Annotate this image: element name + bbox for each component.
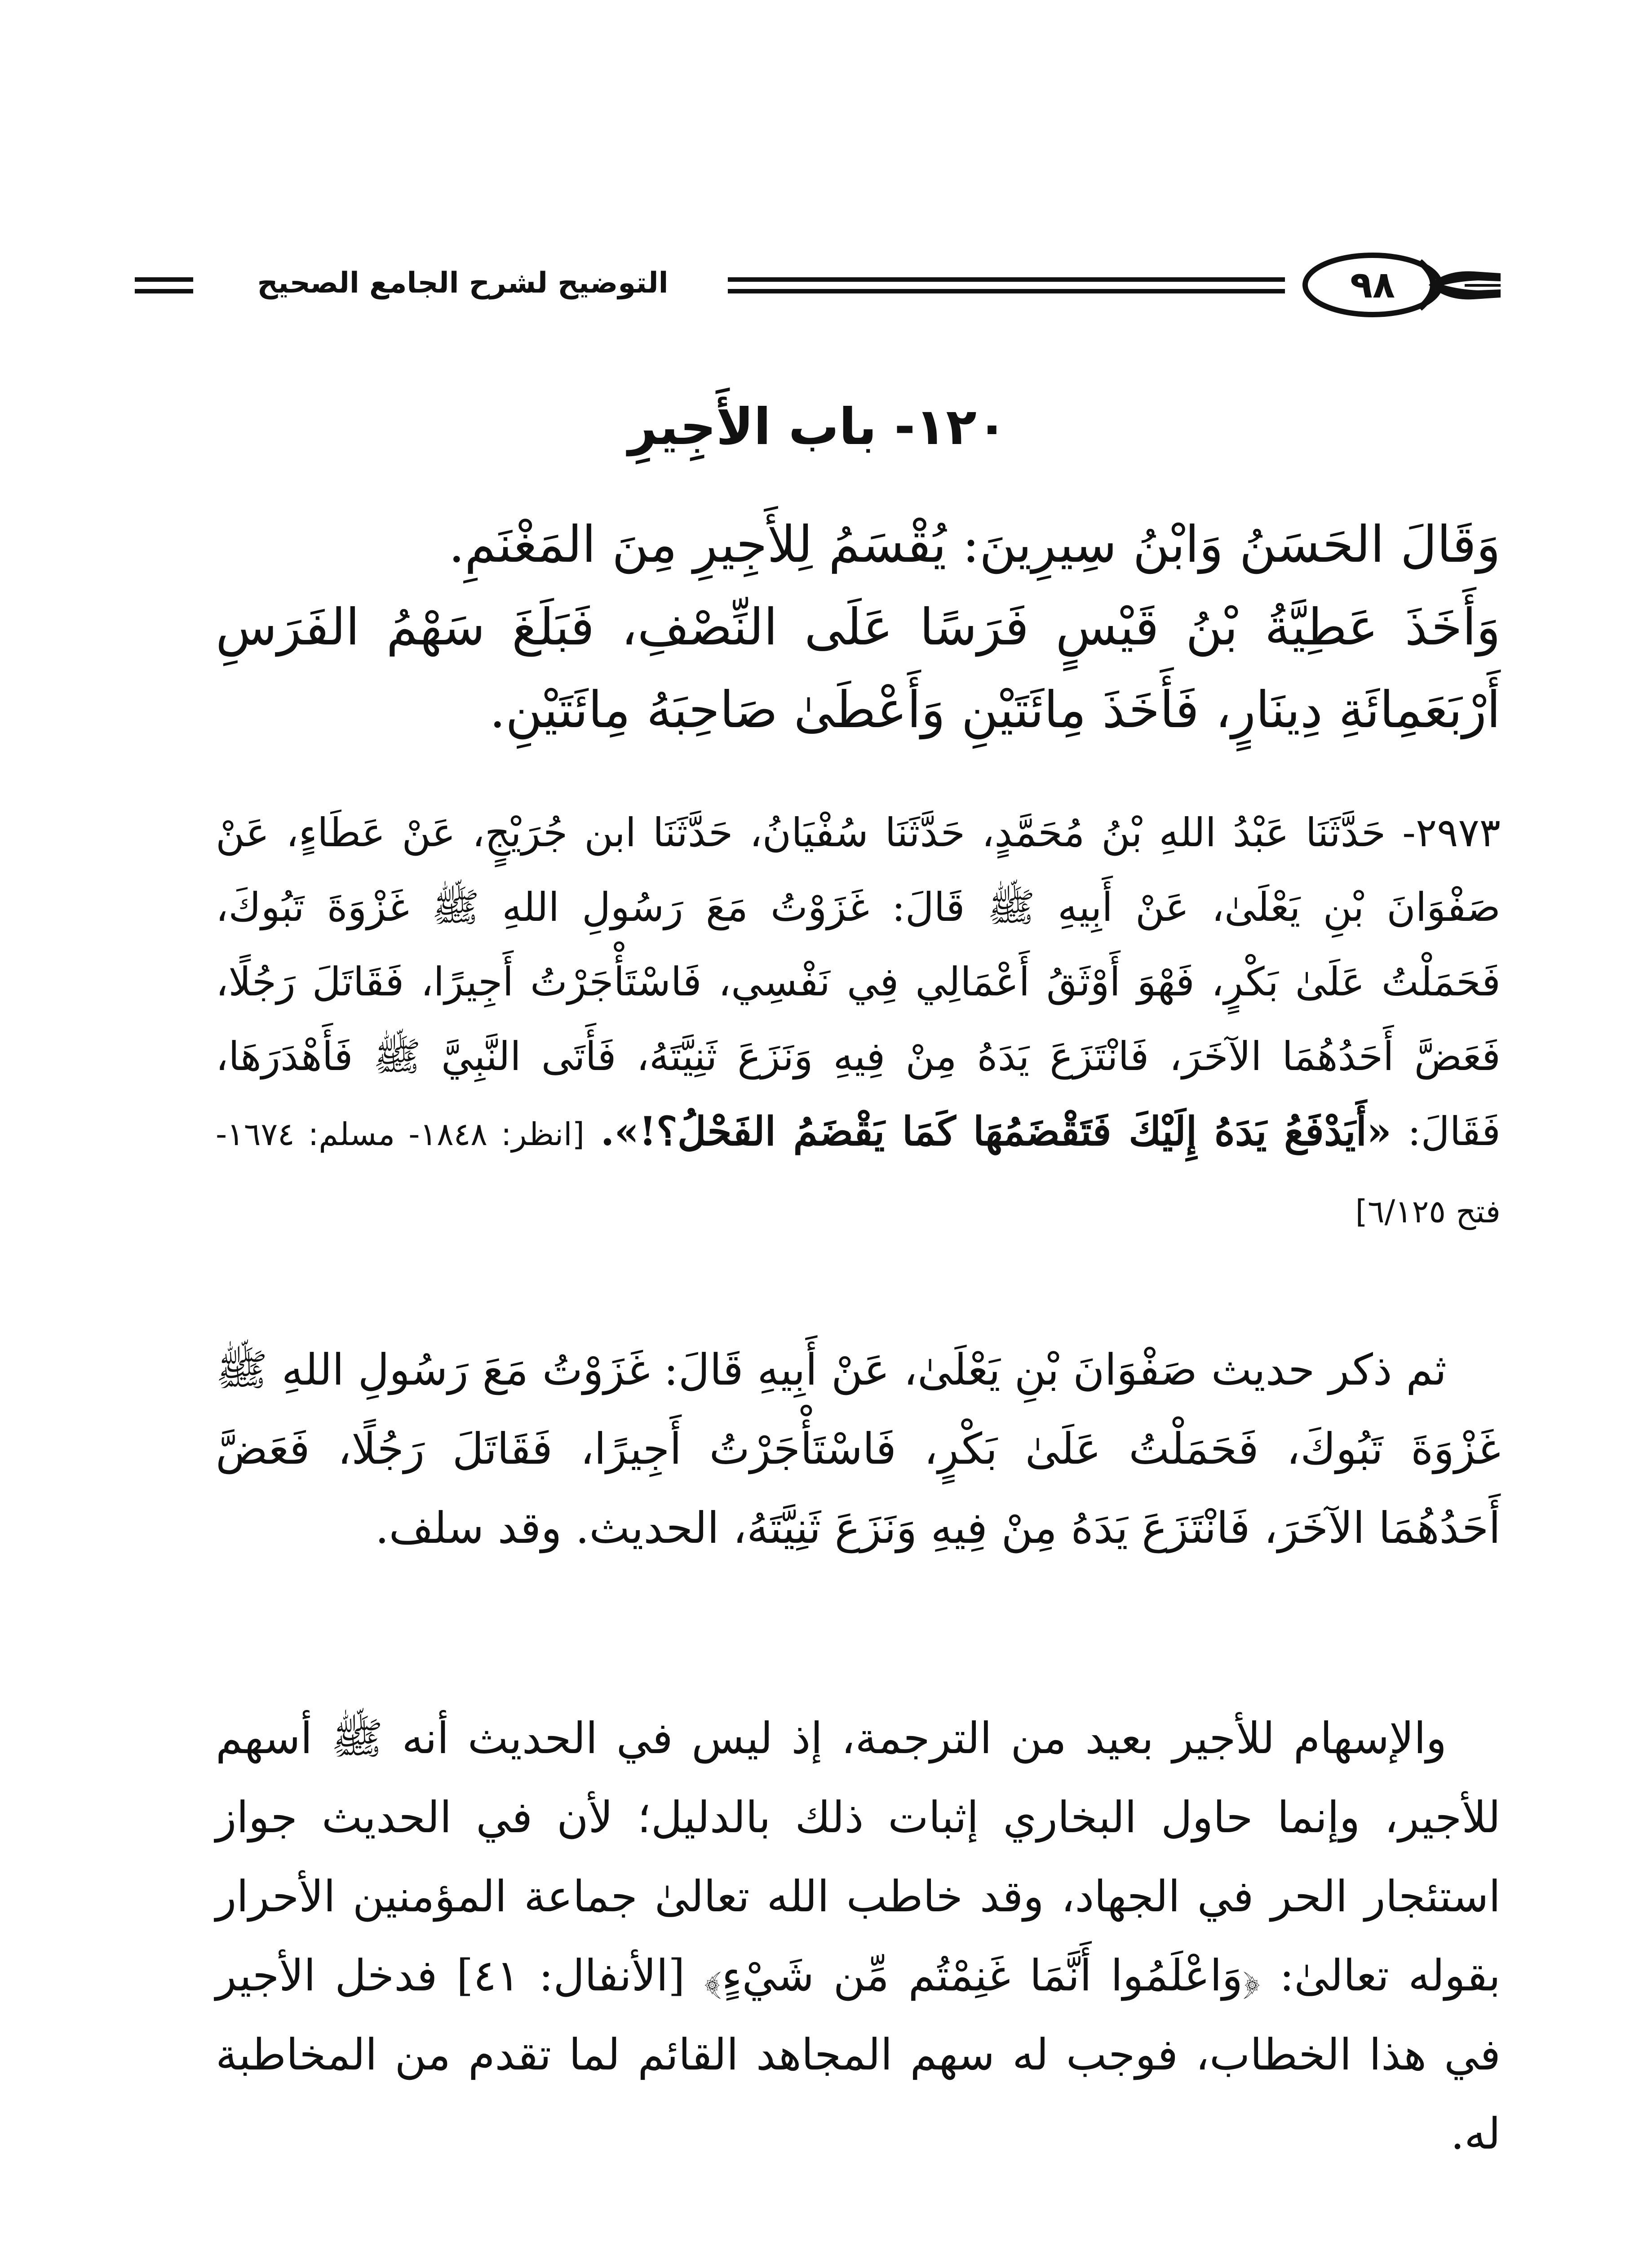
page-number: ٩٨ (1350, 264, 1395, 306)
chapter-heading: ١٢٠- باب الأَجِيرِ (628, 398, 1008, 456)
chapter-quote (216, 503, 1501, 751)
hadith-speech: «أَيَدْفَعُ يَدَهُ إِلَيْكَ فَتَقْضَمُهَا كَمَا يَقْضَمُ الفَحْلُ؟!». (600, 1108, 1392, 1155)
hadith-text (216, 795, 1501, 1249)
commentary-text-1: ثم ذكر حديث صَفْوَانَ بْنِ يَعْلَىٰ، عَنْ أَبِيهِ قَالَ: غَزَوْتُ مَعَ رَسُولِ اللهِ ﷺ غَزْوَةَ تَبُوكَ، فَحَمَلْتُ عَلَىٰ بَكْرٍ، فَاسْتَأْجَرْتُ أَجِيرًا، فَقَاتَلَ رَجُلًا، فَعَضَّ أَحَدُهُمَا الآخَرَ، فَانْتَزَعَ يَدَهُ مِنْ فِيهِ وَنَزَعَ ثَنِيَّتَهُ، الحديث. وقد سلف. (216, 1345, 1501, 1553)
commentary-paragraph-2 (216, 1699, 1501, 2173)
quote-line-2: وَأَخَذَ عَطِيَّةُ بْنُ قَيْسٍ فَرَسًا عَلَى النِّصْفِ، فَبَلَغَ سَهْمُ الفَرَسِ أَرْبَعَمِائَةِ دِينَارٍ، فَأَخَذَ مِائَتَيْنِ وَأَعْطَىٰ صَاحِبَهُ مِائَتَيْنِ. (216, 598, 1501, 739)
commentary-paragraph-1 (216, 1330, 1501, 1568)
running-header (135, 238, 1501, 337)
hadith-body: ٢٩٧٣- حَدَّثَنَا عَبْدُ اللهِ بْنُ مُحَمَّدٍ، حَدَّثَنَا سُفْيَانُ، حَدَّثَنَا ابن جُرَيْجٍ، عَنْ عَطَاءٍ، عَنْ صَفْوَانَ بْنِ يَعْلَىٰ، عَنْ أَبِيهِ ﷺ قَالَ: غَزَوْتُ مَعَ رَسُولِ اللهِ ﷺ غَزْوَةَ تَبُوكَ، فَحَمَلْتُ عَلَىٰ بَكْرٍ، فَهْوَ أَوْثَقُ أَعْمَالِي فِي نَفْسِي، فَاسْتَأْجَرْتُ أَجِيرًا، فَقَاتَلَ رَجُلًا، فَعَضَّ أَحَدُهُمَا الآخَرَ، فَانْتَزَعَ يَدَهُ مِنْ فِيهِ وَنَزَعَ ثَنِيَّتَهُ، فَأَتَى النَّبِيَّ ﷺ فَأَهْدَرَهَا، فَقَالَ: (216, 809, 1501, 1155)
quote-line-1: وَقَالَ الحَسَنُ وَابْنُ سِيرِينَ: يُقْسَمُ لِلأَجِيرِ مِنَ المَغْنَمِ. (448, 515, 1501, 574)
commentary-text-2: والإسهام للأجير بعيد من الترجمة، إذ ليس في الحديث أنه ﷺ أسهم للأجير، وإنما حاول البخاري إثبات ذلك بالدليل؛ لأن في الحديث جواز استئجار الحر في الجهاد، وقد خاطب الله تعالىٰ جماعة المؤمنين الأحرار بقوله تعالىٰ: ﴿وَاعْلَمُوا أَنَّمَا غَنِمْتُم مِّن شَيْءٍ﴾ [الأنفال: ٤١] فدخل الأجير في هذا الخطاب، فوجب له سهم المجاهد القائم لما تقدم من المخاطبة له. (216, 1713, 1501, 2159)
hadith-paragraph (216, 795, 1501, 1249)
running-title: التوضيح لشرح الجامع الصحيح (202, 256, 723, 310)
hadith-reference: [انظر: ١٨٤٨- مسلم: ١٦٧٤- فتح ٦/١٢٥] (216, 1116, 1501, 1230)
